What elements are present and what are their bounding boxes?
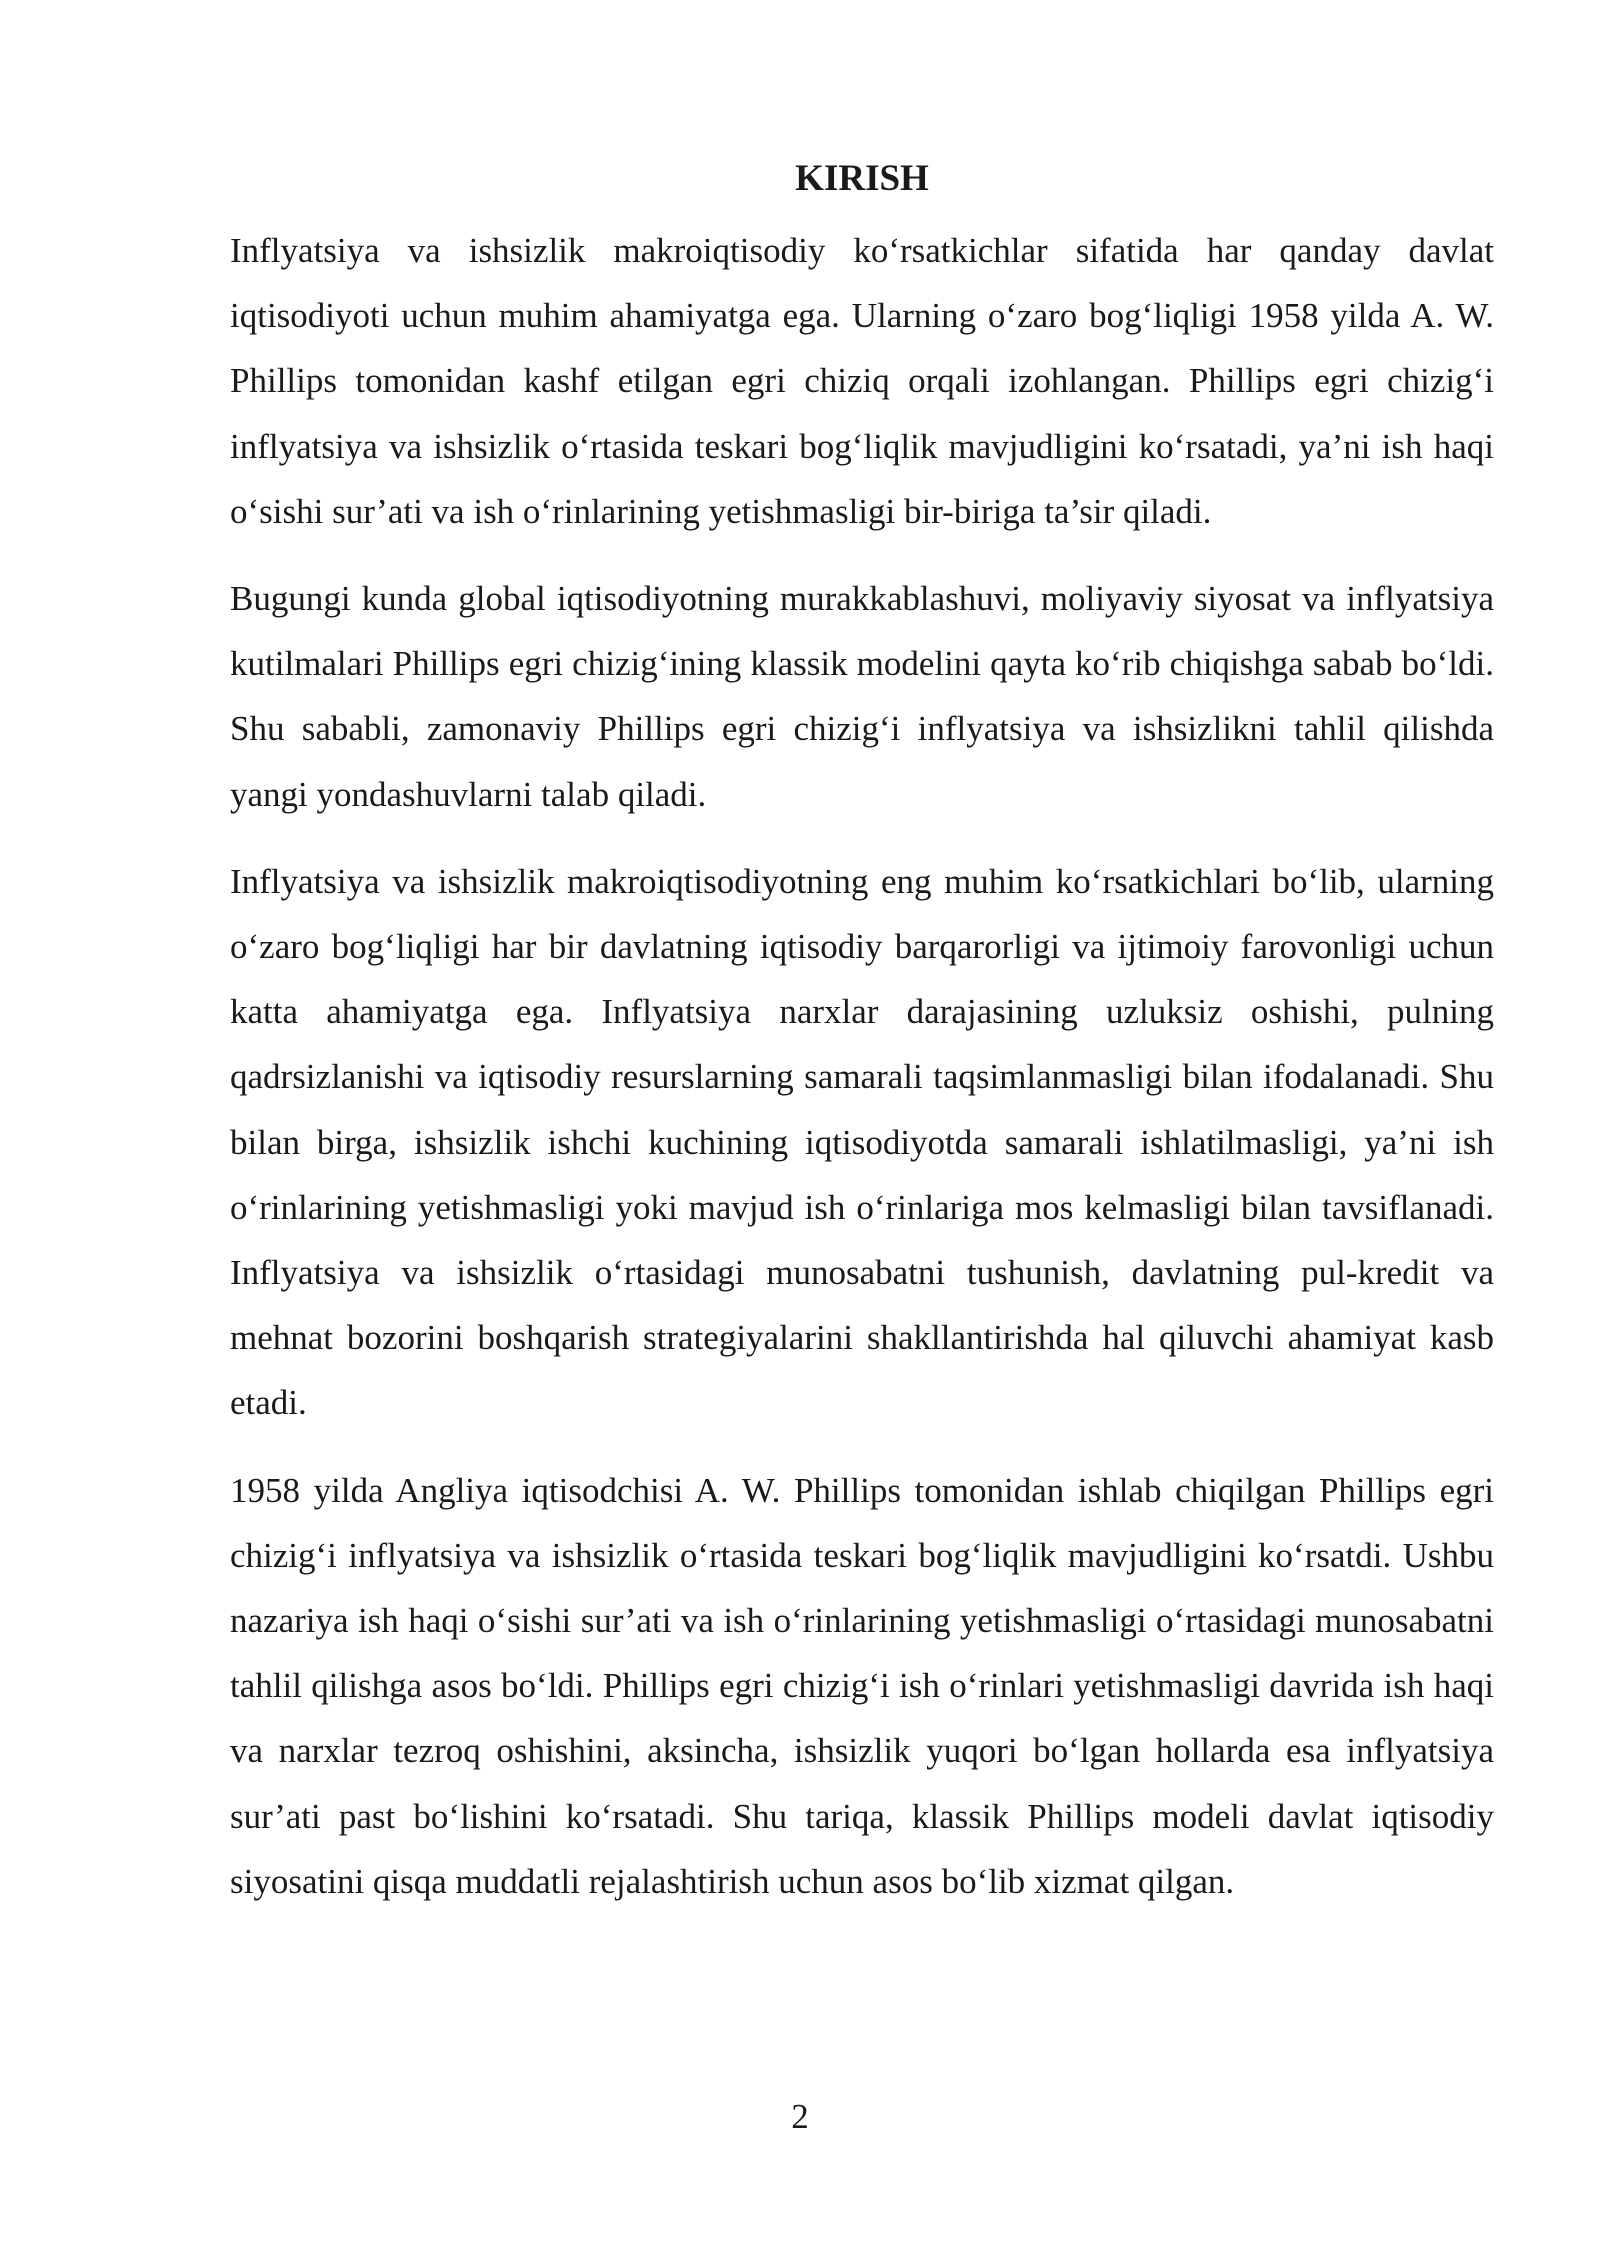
paragraph-1: Inflyatsiya va ishsizlik makroiqtisodiy ko‘rsatkichlar sifatida har qanday davlat iqtisodiyoti uchun muhim ahamiyatga ega. Ularning o‘zaro bog‘liqligi 1958 yilda A. W. Phillips tomonidan kashf etilgan egri chiziq orqali izohlangan. Phillips egri chizig‘i inflyatsiya va ishsizlik o‘rtasida teskari bog‘liqlik mavjudligini ko‘rsatadi, ya’ni ish haqi o‘sishi sur’ati va ish o‘rinlarining yetishmasligi bir-biriga ta’sir qiladi. [230, 231, 1494, 531]
paragraph-3: Inflyatsiya va ishsizlik makroiqtisodiyotning eng muhim ko‘rsatkichlari bo‘lib, ularning o‘zaro bog‘liqligi har bir davlatning iqtisodiy barqarorligi va ijtimoiy farovonligi uchun katta ahamiyatga ega. Inflyatsiya narxlar darajasining uzluksiz oshishi, pulning qadrsizlanishi va iqtisodiy resurslarning samarali taqsimlanmasligi bilan ifodalanadi. Shu bilan birga, ishsizlik ishchi kuchining iqtisodiyotda samarali ishlatilmasligi, ya’ni ish o‘rinlarining yetishmasligi yoki mavjud ish o‘rinlariga mos kelmasligi bilan tavsiflanadi. Inflyatsiya va ishsizlik o‘rtasidagi munosabatni tushunish, davlatning pul-kredit va mehnat bozorini boshqarish strategiyalarini shakllantirishda hal qiluvchi ahamiyat kasb etadi. [230, 861, 1494, 1423]
paragraph-2: Bugungi kunda global iqtisodiyotning murakkablashuvi, moliyaviy siyosat va inflyatsiya kutilmalari Phillips egri chizig‘ining klassik modelini qayta ko‘rib chiqishga sabab bo‘ldi. Shu sababli, zamonaviy Phillips egri chizig‘i inflyatsiya va ishsizlikni tahlil qilishda yangi yondashuvlarni talab qiladi. [230, 579, 1494, 814]
page-content [230, 150, 1494, 1936]
paragraph-4: 1958 yilda Angliya iqtisodchisi A. W. Phillips tomonidan ishlab chiqilgan Phillips egri chizig‘i inflyatsiya va ishsizlik o‘rtasida teskari bog‘liqlik mavjudligini ko‘rsatdi. Ushbu nazariya ish haqi o‘sishi sur’ati va ish o‘rinlarining yetishmasligi o‘rtasidagi munosabatni tahlil qilishga asos bo‘ldi. Phillips egri chizig‘i ish o‘rinlari yetishmasligi davrida ish haqi va narxlar tezroq oshishini, aksincha, ishsizlik yuqori bo‘lgan hollarda esa inflyatsiya sur’ati past bo‘lishini ko‘rsatadi. Shu tariqa, klassik Phillips modeli davlat iqtisodiy siyosatini qisqa muddatli rejalashtirish uchun asos bo‘lib xizmat qilgan. [230, 1470, 1494, 1901]
page-number: 2 [791, 2097, 809, 2136]
page-title: KIRISH [795, 158, 929, 199]
